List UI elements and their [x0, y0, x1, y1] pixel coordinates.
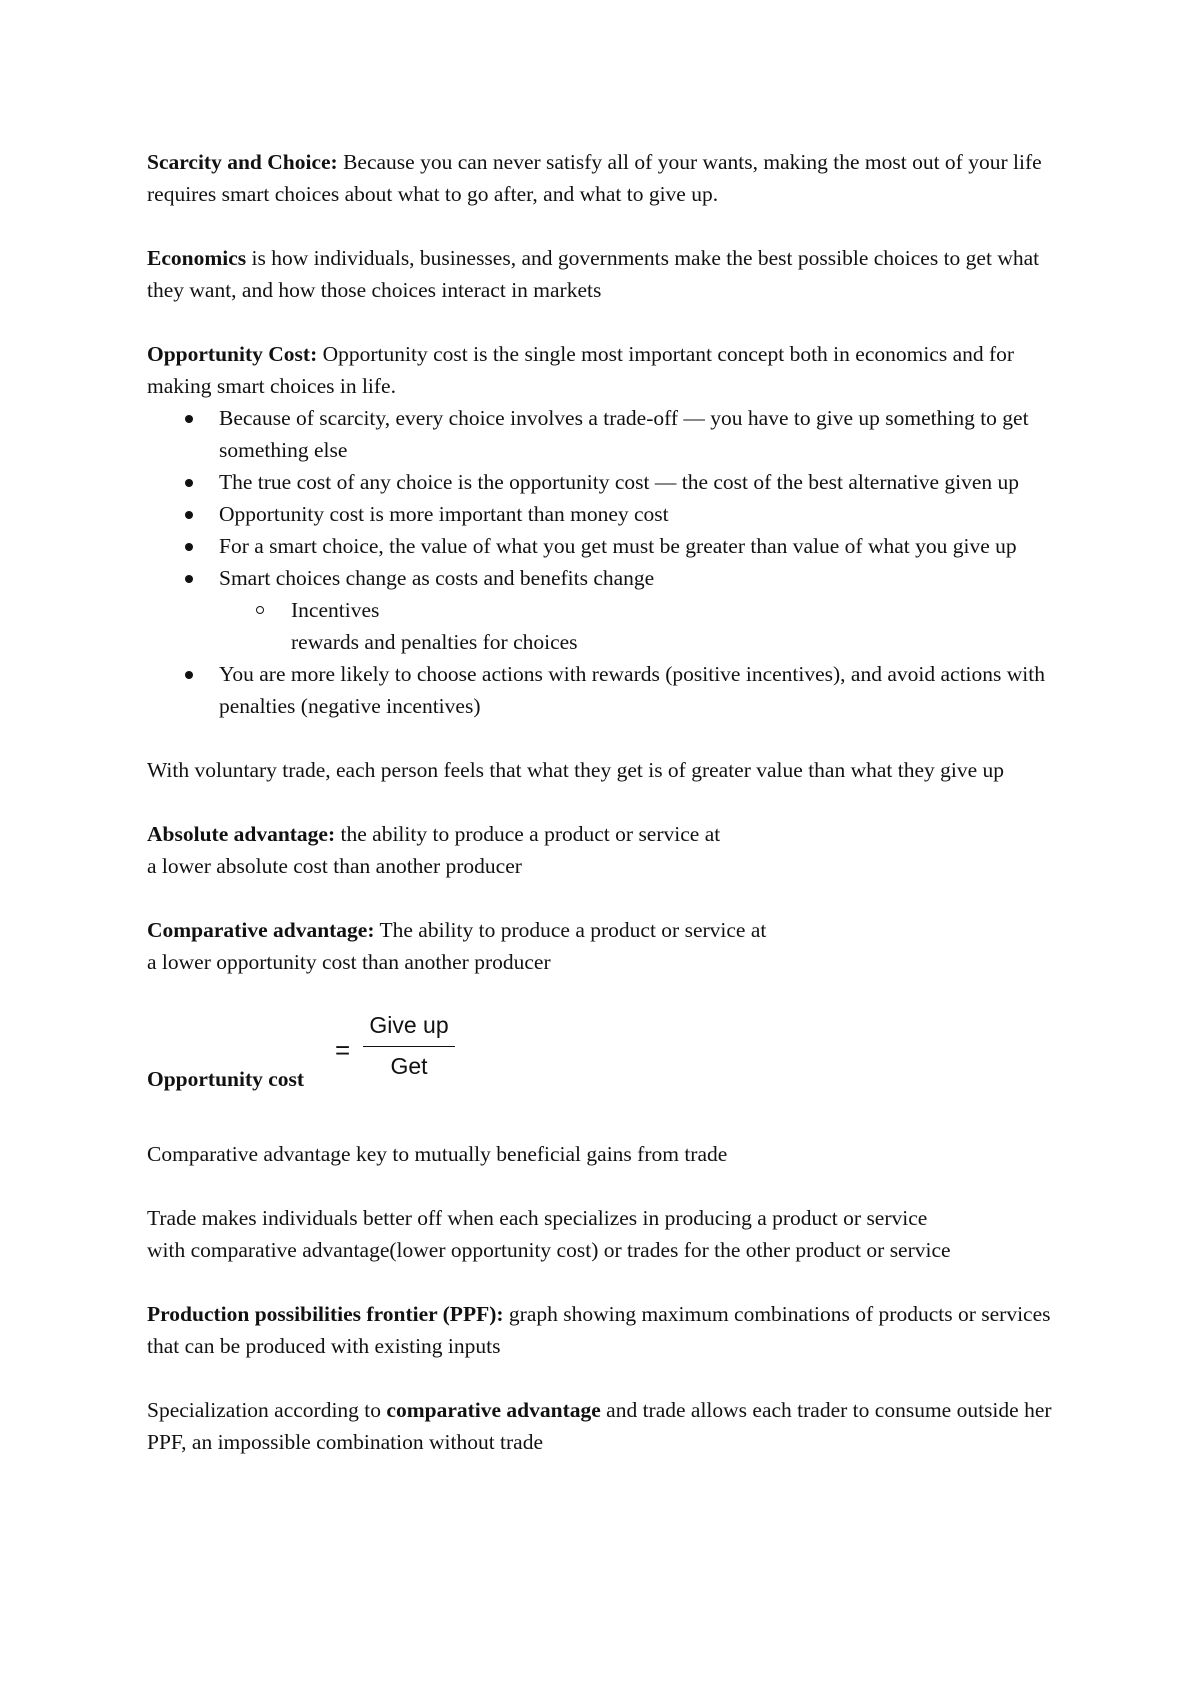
specialization-text-after: and trade allows each trader to consume outside her PPF, an impossible combination without trade [147, 1398, 1052, 1454]
opportunity-cost-term: Opportunity Cost: [147, 342, 318, 366]
specialization-bold-term: comparative advantage [386, 1398, 601, 1422]
opportunity-cost-formula [147, 1010, 1077, 1106]
comparative-advantage-paragraph [147, 914, 1077, 978]
scarcity-paragraph [147, 146, 1077, 210]
formula-label: Opportunity cost [147, 1067, 305, 1091]
economics-text: is how individuals, businesses, and governments make the best possible choices to get what they want, and how those choices interact in markets [147, 246, 1040, 302]
formula-fraction [363, 1010, 455, 1081]
formula-denominator: Get [390, 1053, 428, 1079]
formula-equals: = [335, 1035, 351, 1065]
formula-numerator: Give up [363, 1010, 455, 1047]
sub-list-item [219, 594, 1077, 658]
scarcity-text: Because you can never satisfy all of your wants, making the most out of your life requires smart choices about what to go after, and what to give up. [147, 150, 1042, 206]
list-item [147, 562, 1077, 658]
comparative-advantage-line1: The ability to produce a product or service at [374, 918, 767, 942]
absolute-advantage-line2: a lower absolute cost than another producer [147, 854, 522, 878]
specialization-text-before: Specialization according to [147, 1398, 387, 1422]
document-page [147, 146, 1077, 1458]
bullet-icon [185, 479, 193, 487]
list-item-text: Smart choices change as costs and benefits change [219, 566, 655, 590]
ppf-term: Production possibilities frontier (PPF): [147, 1302, 504, 1326]
bullet-icon [185, 415, 193, 423]
list-item [147, 466, 1077, 498]
hollow-bullet-icon [256, 606, 264, 614]
list-item-text: You are more likely to choose actions with rewards (positive incentives), and avoid actions with penalties (negative incentives) [219, 662, 1045, 718]
bullet-icon [185, 671, 193, 679]
bullet-icon [185, 543, 193, 551]
specialization-paragraph [147, 1394, 1077, 1458]
list-item-text: For a smart choice, the value of what you get must be greater than value of what you give up [219, 534, 1017, 558]
list-item [147, 498, 1077, 530]
sub-list [219, 594, 1077, 658]
sub-list-item-description: rewards and penalties for choices [291, 630, 578, 654]
list-item [147, 658, 1077, 722]
list-item-text: The true cost of any choice is the opportunity cost — the cost of the best alternative given up [219, 470, 1020, 494]
scarcity-term: Scarcity and Choice: [147, 150, 338, 174]
list-item [147, 402, 1077, 466]
economics-term: Economics [147, 246, 247, 270]
bullet-icon [185, 575, 193, 583]
ppf-text: graph showing maximum combinations of products or services that can be produced with existing inputs [147, 1302, 1051, 1358]
trade-better-line1: Trade makes individuals better off when each specializes in producing a product or service [147, 1206, 928, 1230]
absolute-advantage-term: Absolute advantage: [147, 822, 336, 846]
economics-paragraph [147, 242, 1077, 306]
list-item-text: Because of scarcity, every choice involves a trade-off — you have to give up something to get something else [219, 406, 1029, 462]
absolute-advantage-paragraph [147, 818, 1077, 882]
list-item-text: Opportunity cost is more important than money cost [219, 502, 669, 526]
opportunity-cost-list [147, 402, 1077, 722]
voluntary-trade-paragraph: With voluntary trade, each person feels that what they get is of greater value than what they give up [147, 758, 1005, 782]
comparative-key-paragraph: Comparative advantage key to mutually beneficial gains from trade [147, 1142, 728, 1166]
ppf-paragraph [147, 1298, 1077, 1362]
opportunity-cost-paragraph [147, 338, 1077, 402]
bullet-icon [185, 511, 193, 519]
comparative-advantage-term: Comparative advantage: [147, 918, 375, 942]
trade-better-line2: with comparative advantage(lower opportunity cost) or trades for the other product or service [147, 1238, 951, 1262]
list-item [147, 530, 1077, 562]
sub-list-item-text: Incentives [291, 598, 380, 622]
absolute-advantage-line1: the ability to produce a product or service at [335, 822, 721, 846]
opportunity-cost-text: Opportunity cost is the single most important concept both in economics and for making smart choices in life. [147, 342, 1015, 398]
trade-better-paragraph [147, 1202, 1077, 1266]
comparative-advantage-line2: a lower opportunity cost than another producer [147, 950, 551, 974]
